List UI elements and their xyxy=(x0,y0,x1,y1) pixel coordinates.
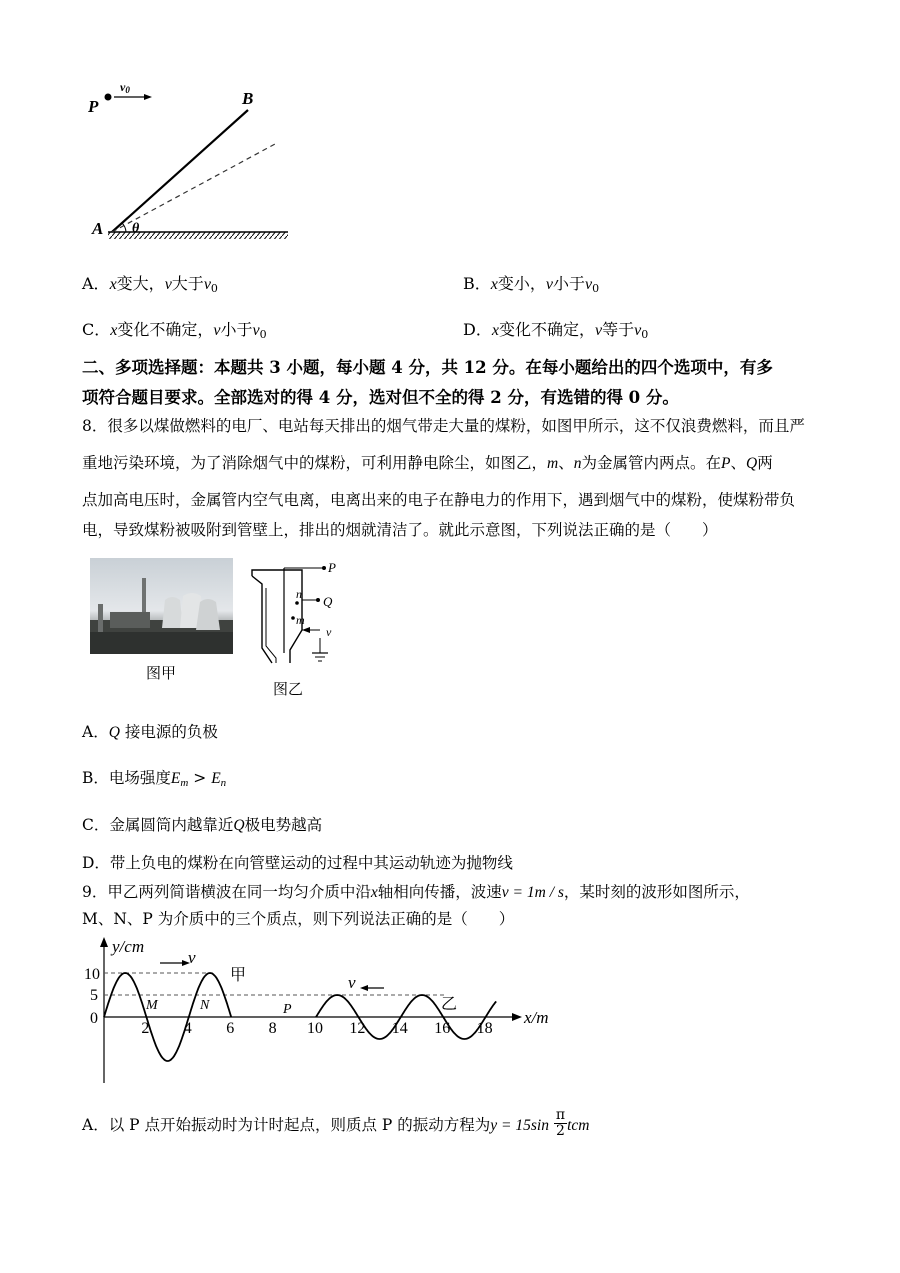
q8-line2: 重地污染环境，为了消除烟气中的煤粉，可利用静电除尘，如图乙，m、n为金属管内两点。在P、Q两 xyxy=(82,454,773,472)
label-n: N xyxy=(200,998,210,1013)
frac-num: π xyxy=(555,1107,566,1123)
label-a: A xyxy=(92,219,104,238)
q8-option-b: B．电场强度$E_m > E_n$ xyxy=(82,769,227,789)
outer-tube xyxy=(252,570,302,663)
section2-line1: 二、多项选择题：本题共 3 小题，每小题 4 分，共 12 分。在每小题给出的四个选项中，有多 xyxy=(82,358,773,377)
fig-label-p: P xyxy=(328,560,336,575)
q8-line1: 8．很多以煤做燃料的电厂、电站每天排出的烟气带走大量的煤粉，如图甲所示，这不仅浪费燃料，而且严 xyxy=(82,417,805,435)
xtick-16: 16 xyxy=(434,1020,451,1037)
q7-option-c: C．x变化不确定，v小于$v_0$ xyxy=(82,320,267,341)
ytick-5: 5 xyxy=(90,987,98,1004)
x-axis-arrow xyxy=(512,1013,522,1021)
section2-line2: 项符合题目要求。全部选对的得 4 分，选对但不全的得 2 分，有选错的得 0 分。 xyxy=(82,388,679,407)
q8-option-a: A．Q 接电源的负极 xyxy=(82,723,218,741)
angle-arc xyxy=(122,223,126,232)
y-axis-arrow xyxy=(100,937,108,947)
fig-jia-caption: 图甲 xyxy=(146,664,177,682)
point-n xyxy=(295,601,299,605)
dashed-trajectory xyxy=(112,144,275,232)
label-jia: 甲 xyxy=(230,967,247,984)
q8-option-d: D．带上负电的煤粉在向管壁运动的过程中其运动轨迹为抛物线 xyxy=(82,854,513,872)
q9-option-a: A．以 P 点开始振动时为计时起点，则质点 P 的振动方程为y = 15sin $\frac{\pi}{2}$ tcm xyxy=(82,1107,590,1140)
v1-label: v xyxy=(188,948,196,967)
label-yi: 乙 xyxy=(441,996,458,1013)
frac-den: 2 xyxy=(556,1123,565,1140)
label-m: M xyxy=(146,998,158,1013)
fig-yi-caption: 图乙 xyxy=(273,680,304,698)
incline-figure xyxy=(82,80,297,246)
q9-line2: M、N、P 为介质中的三个质点，则下列说法正确的是（ ） xyxy=(82,910,515,928)
point-p xyxy=(105,94,112,101)
terminal-q xyxy=(316,598,320,602)
ytick-10: 10 xyxy=(84,966,100,983)
label-theta: θ xyxy=(132,221,140,236)
q7-option-b: B．x变小，v小于$v_0$ xyxy=(463,274,600,295)
fig-label-q: Q xyxy=(323,594,333,609)
xtick-18: 18 xyxy=(476,1020,493,1037)
label-v0: v0 xyxy=(120,80,130,95)
incline-ab xyxy=(112,110,248,232)
q7-option-a: A．x变大，v大于$v_0$ xyxy=(82,274,218,295)
velocity-arrowhead xyxy=(144,94,152,100)
y-axis-label: y/cm xyxy=(112,937,145,956)
q8-line4: 电，导致煤粉被吸附到管壁上，排出的烟就清洁了。就此示意图，下列说法正确的是（ ） xyxy=(82,521,718,539)
fig-label-n: n xyxy=(296,587,302,601)
q9-line1: 9．甲乙两列简谐横波在同一均匀介质中沿x轴相向传播，波速v = 1m / s，某时刻的波形如图所示， xyxy=(82,883,750,901)
wave-chart xyxy=(84,935,549,1090)
v2-arrowhead xyxy=(360,985,368,991)
label-p-wave: P xyxy=(283,1002,292,1017)
vent-arrow xyxy=(302,627,310,633)
xtick-12: 12 xyxy=(349,1020,366,1037)
xtick-6: 6 xyxy=(226,1020,235,1037)
fig-label-m: m xyxy=(296,613,305,627)
q8-option-c: C．金属圆筒内越靠近Q极电势越高 xyxy=(82,816,323,834)
point-m xyxy=(291,616,295,620)
xtick-8: 8 xyxy=(268,1020,277,1037)
v2-label: v xyxy=(348,973,356,992)
label-b: B xyxy=(242,89,254,108)
q7-option-d: D．x变化不确定，v等于$v_0$ xyxy=(463,320,649,341)
power-plant-photo xyxy=(90,558,233,654)
xtick-4: 4 xyxy=(183,1020,192,1037)
electrostatic-figure xyxy=(240,558,350,693)
terminal-p xyxy=(322,566,326,570)
xtick-2: 2 xyxy=(141,1020,150,1037)
fig-label-v: v xyxy=(326,625,332,639)
ytick-0: 0 xyxy=(90,1010,98,1027)
xtick-10: 10 xyxy=(307,1020,323,1037)
x-axis-label: x/m xyxy=(524,1008,549,1027)
q8-line3: 点加高电压时，金属管内空气电离，电离出来的电子在静电力的作用下，遇到烟气中的煤粉，使煤粉带负 xyxy=(82,491,796,509)
inner-wall xyxy=(266,588,276,663)
xtick-14: 14 xyxy=(391,1020,408,1037)
label-p: P xyxy=(88,97,99,116)
